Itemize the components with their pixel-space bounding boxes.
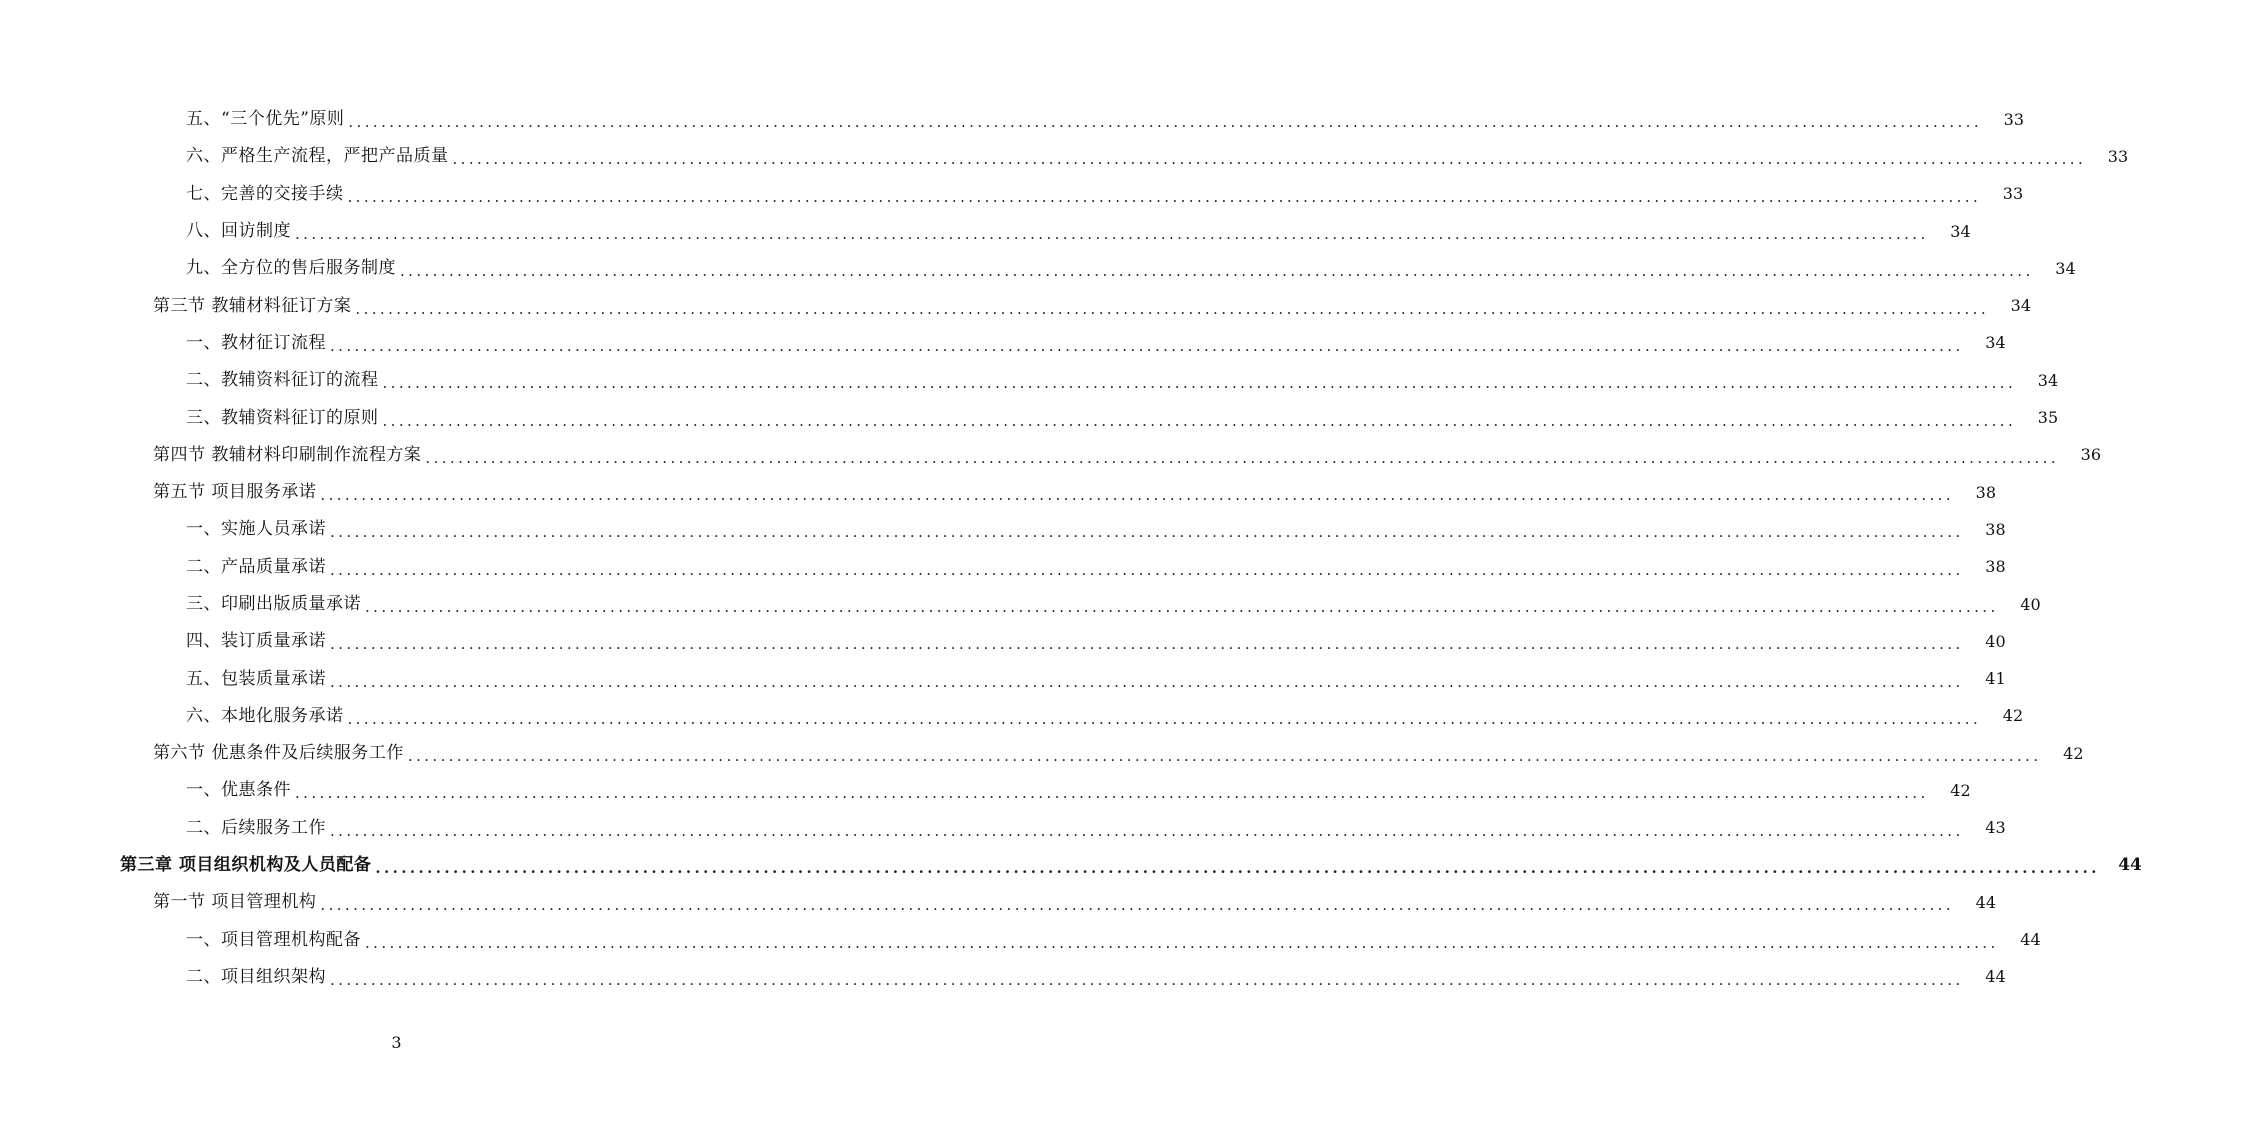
toc-subsection-entry[interactable]	[0, 101, 2025, 138]
toc-subsection-entry[interactable]	[0, 250, 2076, 287]
toc-entry-label: 六、本地化服务承诺	[186, 705, 344, 726]
toc-entry-page-number: 34	[2037, 370, 2059, 390]
toc-subsection-entry[interactable]	[0, 660, 2006, 697]
toc-dot-leader: ........................................................................................................................................................................................................	[365, 933, 1999, 952]
toc-dot-leader: ........................................................................................................................................................................................................	[347, 709, 1982, 728]
toc-dot-leader: ........................................................................................................................................................................................................	[320, 896, 1955, 915]
toc-subsection-entry[interactable]	[0, 586, 2041, 623]
toc-section-entry[interactable]	[0, 474, 1997, 511]
toc-entry-page-number: 40	[2020, 594, 2041, 614]
toc-chapter-entry[interactable]	[0, 847, 2142, 884]
toc-entry-label: 第三节 教辅材料征订方案	[153, 295, 352, 316]
table-of-contents	[0, 101, 2142, 996]
toc-subsection-entry[interactable]	[0, 698, 2024, 735]
toc-subsection-entry[interactable]	[0, 325, 2006, 362]
toc-entry-page-number: 42	[2002, 706, 2024, 726]
toc-entry-page-number: 40	[1985, 631, 2006, 651]
toc-entry-page-number: 33	[2002, 184, 2024, 204]
toc-section-entry[interactable]	[0, 884, 1997, 921]
toc-dot-leader: ........................................................................................................................................................................................................	[425, 448, 2060, 467]
toc-dot-leader: ........................................................................................................................................................................................................	[295, 225, 1929, 244]
toc-entry-label: 二、后续服务工作	[186, 817, 326, 838]
toc-entry-page-number: 41	[1985, 669, 2006, 689]
toc-entry-page-number: 38	[1985, 519, 2006, 539]
toc-subsection-entry[interactable]	[0, 549, 2006, 586]
toc-entry-page-number: 34	[2010, 296, 2032, 316]
toc-dot-leader: ........................................................................................................................................................................................................	[347, 187, 1982, 206]
toc-subsection-entry[interactable]	[0, 138, 2129, 175]
toc-entry-page-number: 34	[2055, 258, 2076, 278]
toc-entry-label: 二、项目组织架构	[186, 966, 326, 987]
toc-dot-leader: ........................................................................................................................................................................................................	[330, 970, 1964, 989]
toc-subsection-entry[interactable]	[0, 176, 2024, 213]
toc-entry-label: 第六节 优惠条件及后续服务工作	[153, 743, 404, 764]
toc-entry-label: 第四节 教辅材料印刷制作流程方案	[153, 444, 422, 465]
toc-entry-label: 第三章 项目组织机构及人员配备	[120, 855, 372, 876]
toc-dot-leader: ........................................................................................................................................................................................................	[348, 113, 1983, 132]
toc-dot-leader: ........................................................................................................................................................................................................	[365, 598, 1999, 616]
toc-subsection-entry[interactable]	[0, 511, 2006, 548]
toc-entry-label: 八、回访制度	[186, 221, 291, 242]
toc-dot-leader: ........................................................................................................................................................................................................	[355, 299, 1990, 318]
toc-entry-label: 九、全方位的售后服务制度	[186, 258, 396, 279]
toc-dot-leader: ........................................................................................................................................................................................................	[452, 150, 2087, 169]
toc-entry-label: 三、印刷出版质量承诺	[186, 594, 361, 614]
toc-entry-page-number: 34	[1950, 221, 1971, 241]
toc-section-entry[interactable]	[0, 735, 2084, 772]
toc-entry-page-number: 44	[1985, 967, 2006, 987]
toc-entry-label: 第一节 项目管理机构	[153, 892, 317, 913]
toc-entry-label: 六、严格生产流程，严把产品质量	[186, 146, 449, 167]
toc-entry-page-number: 42	[1950, 780, 1971, 800]
toc-subsection-entry[interactable]	[0, 213, 1971, 250]
toc-entry-page-number: 34	[1985, 333, 2006, 353]
toc-entry-page-number: 42	[2063, 743, 2084, 763]
toc-entry-page-number: 38	[1985, 557, 2006, 577]
toc-entry-label: 二、教辅资料征订的流程	[186, 370, 379, 391]
toc-dot-leader: ........................................................................................................................................................................................................	[330, 560, 1964, 579]
toc-dot-leader: ........................................................................................................................................................................................................	[330, 821, 1964, 840]
toc-dot-leader: ........................................................................................................................................................................................................	[295, 784, 1929, 803]
toc-entry-label: 四、装订质量承诺	[186, 631, 326, 652]
toc-entry-page-number: 36	[2080, 445, 2102, 465]
toc-entry-label: 五、包装质量承诺	[186, 668, 326, 689]
toc-subsection-entry[interactable]	[0, 810, 2006, 847]
toc-subsection-entry[interactable]	[0, 922, 2041, 959]
toc-subsection-entry[interactable]	[0, 362, 2059, 399]
toc-entry-label: 二、产品质量承诺	[186, 556, 326, 577]
toc-dot-leader: ........................................................................................................................................................................................................	[375, 859, 2100, 878]
toc-entry-label: 七、完善的交接手续	[186, 183, 344, 204]
toc-entry-page-number: 38	[1975, 482, 1997, 502]
toc-dot-leader: ........................................................................................................................................................................................................	[400, 262, 2034, 281]
toc-entry-label: 三、教辅资料征订的原则	[186, 407, 379, 428]
toc-dot-leader: ........................................................................................................................................................................................................	[382, 374, 2017, 393]
toc-entry-label: 一、教材征订流程	[186, 332, 326, 353]
toc-entry-page-number: 44	[2118, 855, 2142, 876]
toc-subsection-entry[interactable]	[0, 959, 2006, 996]
toc-entry-label: 第五节 项目服务承诺	[153, 482, 317, 503]
toc-dot-leader: ........................................................................................................................................................................................................	[330, 336, 1964, 355]
toc-entry-page-number: 33	[2003, 109, 2025, 129]
toc-section-entry[interactable]	[0, 287, 2032, 324]
toc-dot-leader: ........................................................................................................................................................................................................	[330, 635, 1964, 654]
toc-entry-page-number: 44	[1975, 892, 1997, 912]
toc-entry-page-number: 35	[2037, 408, 2059, 428]
toc-dot-leader: ........................................................................................................................................................................................................	[320, 486, 1955, 505]
toc-entry-label: 一、实施人员承诺	[186, 519, 326, 540]
toc-subsection-entry[interactable]	[0, 623, 2006, 660]
toc-section-entry[interactable]	[0, 437, 2102, 474]
toc-entry-label: 一、项目管理机构配备	[186, 929, 361, 950]
toc-entry-page-number: 33	[2107, 146, 2129, 166]
toc-entry-page-number: 43	[1985, 818, 2006, 838]
toc-entry-page-number: 44	[2020, 930, 2041, 950]
toc-subsection-entry[interactable]	[0, 772, 1971, 809]
toc-dot-leader: ........................................................................................................................................................................................................	[330, 672, 1964, 691]
toc-subsection-entry[interactable]	[0, 399, 2059, 436]
toc-entry-label: 一、优惠条件	[186, 780, 291, 801]
toc-dot-leader: ........................................................................................................................................................................................................	[407, 747, 2042, 766]
page-number: 3	[391, 1033, 402, 1052]
toc-entry-label: 五、“三个优先”原则	[186, 109, 345, 130]
toc-dot-leader: ........................................................................................................................................................................................................	[382, 411, 2017, 430]
toc-dot-leader: ........................................................................................................................................................................................................	[330, 523, 1964, 542]
